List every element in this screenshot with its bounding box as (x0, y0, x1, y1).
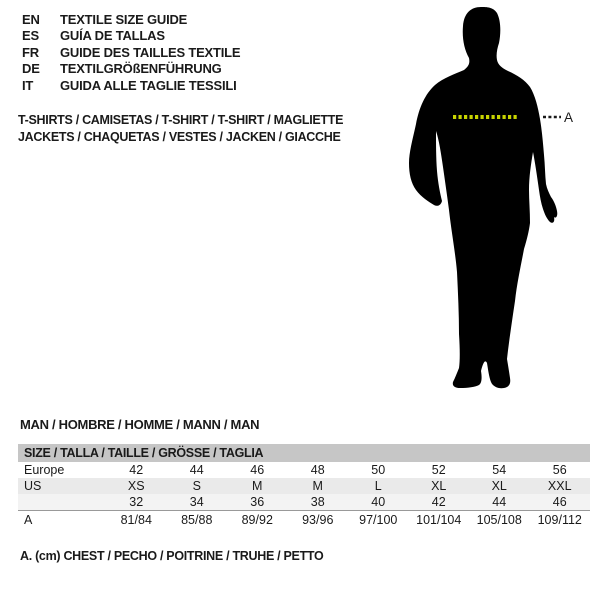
table-row (18, 462, 590, 478)
cell-value: 52 (431, 463, 446, 477)
table-row (18, 510, 590, 530)
cell-value: 101/104 (416, 513, 462, 527)
row-label: A (24, 513, 33, 527)
cell-value: 40 (371, 495, 386, 509)
cell-value: 32 (129, 495, 144, 509)
table-row (18, 478, 590, 494)
table-row (18, 494, 590, 510)
cell-value: XXL (547, 479, 572, 493)
cell-value: 46 (250, 463, 265, 477)
language-row (22, 78, 240, 94)
cell-value: M (312, 479, 323, 493)
language-code: IT (22, 77, 34, 93)
man-silhouette-path (409, 7, 557, 388)
language-label: GUÍA DE TALLAS (60, 28, 165, 44)
language-label: GUIDE DES TAILLES TEXTILE (60, 44, 241, 60)
size-table-rows (18, 462, 590, 530)
cell-value: M (252, 479, 263, 493)
size-table-header: SIZE / TALLA / TAILLE / GRÖSSE / TAGLIA (18, 444, 590, 462)
language-label: TEXTILE SIZE GUIDE (60, 12, 188, 27)
cell-value: 44 (189, 463, 204, 477)
product-line: JACKETS / CHAQUETAS / VESTES / JACKEN / GIACCHE (18, 130, 341, 144)
cell-value: 105/108 (476, 513, 522, 527)
footnote-chest: A. (cm) CHEST / PECHO / POITRINE / TRUHE / PETTO (20, 549, 324, 563)
row-label: Europe (24, 463, 65, 477)
language-code: FR (22, 44, 39, 60)
cell-value: L (374, 479, 382, 493)
section-title-man: MAN / HOMBRE / HOMME / MANN / MAN (20, 417, 260, 432)
size-table (18, 444, 590, 530)
cell-value: 38 (310, 495, 325, 509)
cell-value: 46 (552, 495, 567, 509)
cell-value: 85/88 (181, 513, 213, 527)
cell-value: 42 (129, 463, 144, 477)
row-label: US (24, 479, 42, 493)
cell-value: 54 (492, 463, 507, 477)
language-label: TEXTILGRÖßENFÜHRUNG (60, 61, 222, 77)
cell-value: 56 (552, 463, 567, 477)
cell-value: 34 (189, 495, 204, 509)
product-line: T-SHIRTS / CAMISETAS / T-SHIRT / T-SHIRT / MAGLIETTE (18, 113, 344, 127)
language-list (22, 12, 240, 94)
cell-value: 42 (431, 495, 446, 509)
language-code: ES (22, 28, 39, 44)
cell-value: 48 (310, 463, 325, 477)
cell-value: 109/112 (537, 513, 582, 527)
language-row (22, 61, 240, 77)
man-silhouette-svg (405, 4, 580, 394)
cell-value: S (192, 479, 201, 493)
cell-value: XL (431, 479, 447, 493)
man-silhouette-figure (405, 4, 580, 394)
language-label: GUIDA ALLE TAGLIE TESSILI (60, 77, 237, 93)
cell-value: 36 (250, 495, 265, 509)
cell-value: 50 (371, 463, 386, 477)
language-code: DE (22, 61, 40, 77)
cell-value: 97/100 (359, 513, 398, 527)
row-label (18, 494, 106, 510)
language-code: EN (22, 12, 40, 27)
measure-label-a: A (564, 110, 574, 125)
cell-value: 93/96 (302, 513, 334, 527)
cell-value: XL (491, 479, 507, 493)
language-row (22, 45, 240, 61)
cell-value: XS (127, 479, 145, 493)
cell-value: 44 (492, 495, 507, 509)
product-lines (18, 112, 343, 146)
cell-value: 81/84 (120, 513, 152, 527)
language-row (22, 28, 240, 44)
language-row (22, 12, 240, 28)
cell-value: 89/92 (241, 513, 273, 527)
